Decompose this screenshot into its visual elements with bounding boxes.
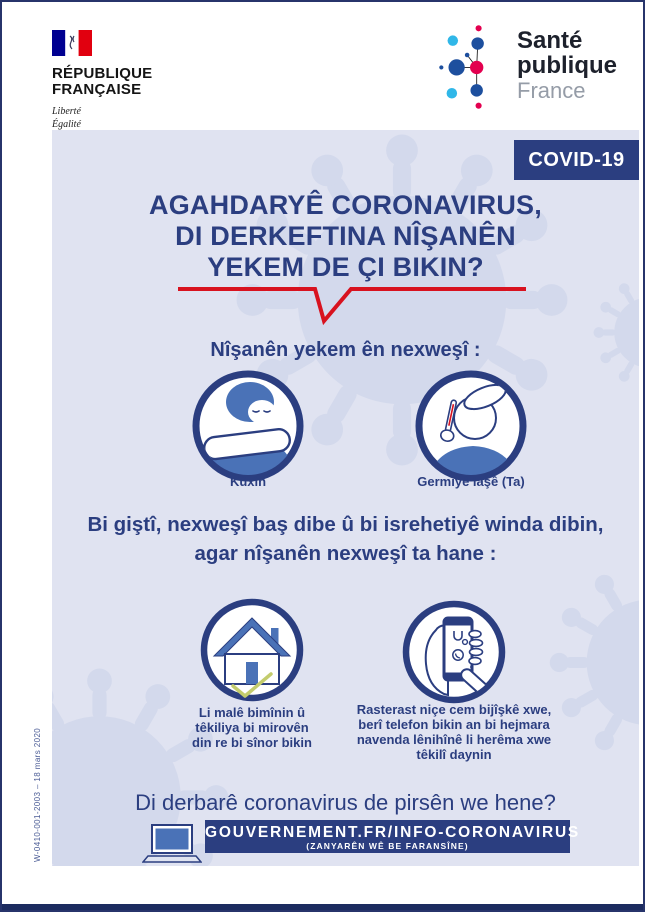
fever-caption: Germiyê laşê (Ta) xyxy=(417,474,525,489)
advice-line1: Bi giştî, nexweşî baş dibe û bi isrehetiyê winda dibin, xyxy=(87,513,604,536)
poster-title xyxy=(52,190,639,283)
house-caption-line1: Li malê bimînin û xyxy=(198,705,306,720)
title-line2: DI DERKEFTINA NÎŞANÊN xyxy=(175,221,516,251)
speech-pointer-line xyxy=(52,280,639,330)
gouvernement-banner xyxy=(205,820,581,853)
french-flag-icon xyxy=(52,30,92,56)
title-line1: AGAHDARYÊ CORONAVIRUS, xyxy=(149,190,542,220)
phone-caption xyxy=(344,702,564,762)
house-caption-line2: têkiliya bi mirovên xyxy=(195,720,309,735)
cough-icon xyxy=(192,370,304,482)
phone-caption-line4: têkilî daynin xyxy=(416,747,492,762)
spf-line2: publique xyxy=(517,52,617,79)
republique-line2: FRANÇAISE xyxy=(52,81,142,98)
house-caption-line3: din re bi sînor bikin xyxy=(192,735,312,750)
spf-line3: France xyxy=(517,78,586,103)
fever-icon xyxy=(415,370,527,482)
cough-caption: Kûxîn xyxy=(229,474,267,489)
phone-icon xyxy=(402,600,506,704)
house-caption xyxy=(152,705,352,750)
phone-caption-line1: Rasterast niçe cem bijîşkê xwe, xyxy=(356,702,552,717)
document-reference: W-0410-001-2003 – 18 mars 2020 xyxy=(33,727,42,862)
gouvernement-url: GOUVERNEMENT.FR/INFO-CORONAVIRUS xyxy=(205,824,581,841)
spf-line1: Santé xyxy=(517,27,583,54)
symptoms-heading: Nîşanên yekem ên nexweşî : xyxy=(210,339,481,361)
bottom-edge-bar xyxy=(2,904,643,910)
spf-dots-icon xyxy=(427,18,513,114)
republique-name xyxy=(52,66,172,98)
poster-body-panel xyxy=(52,130,639,866)
republique-line1: RÉPUBLIQUE xyxy=(52,65,153,82)
covid19-badge: COVID-19 xyxy=(514,140,639,180)
gouvernement-note: (ZANYARÊN WÊ BE FARANSÎNE) xyxy=(306,841,469,851)
house-icon xyxy=(200,598,304,702)
motto-egalite: Égalité xyxy=(52,119,81,130)
advice-heading xyxy=(52,510,639,568)
phone-caption-line2: berî telefon bikin an bi hejmara xyxy=(358,717,550,732)
sante-publique-france-logo xyxy=(427,18,617,114)
phone-caption-line3: navenda lênihînê li herêma xwe xyxy=(356,732,552,747)
spf-wordmark xyxy=(517,28,617,104)
motto-liberte: Liberté xyxy=(52,106,81,117)
title-line3: YEKEM DE ÇI BIKIN? xyxy=(207,252,484,282)
republique-francaise-logo xyxy=(52,30,172,144)
footer-question: Di derbarê coronavirus de pirsên we hene? xyxy=(135,790,556,815)
laptop-icon xyxy=(142,823,202,865)
advice-line2: agar nîşanên nexweşî ta hane : xyxy=(194,542,497,565)
